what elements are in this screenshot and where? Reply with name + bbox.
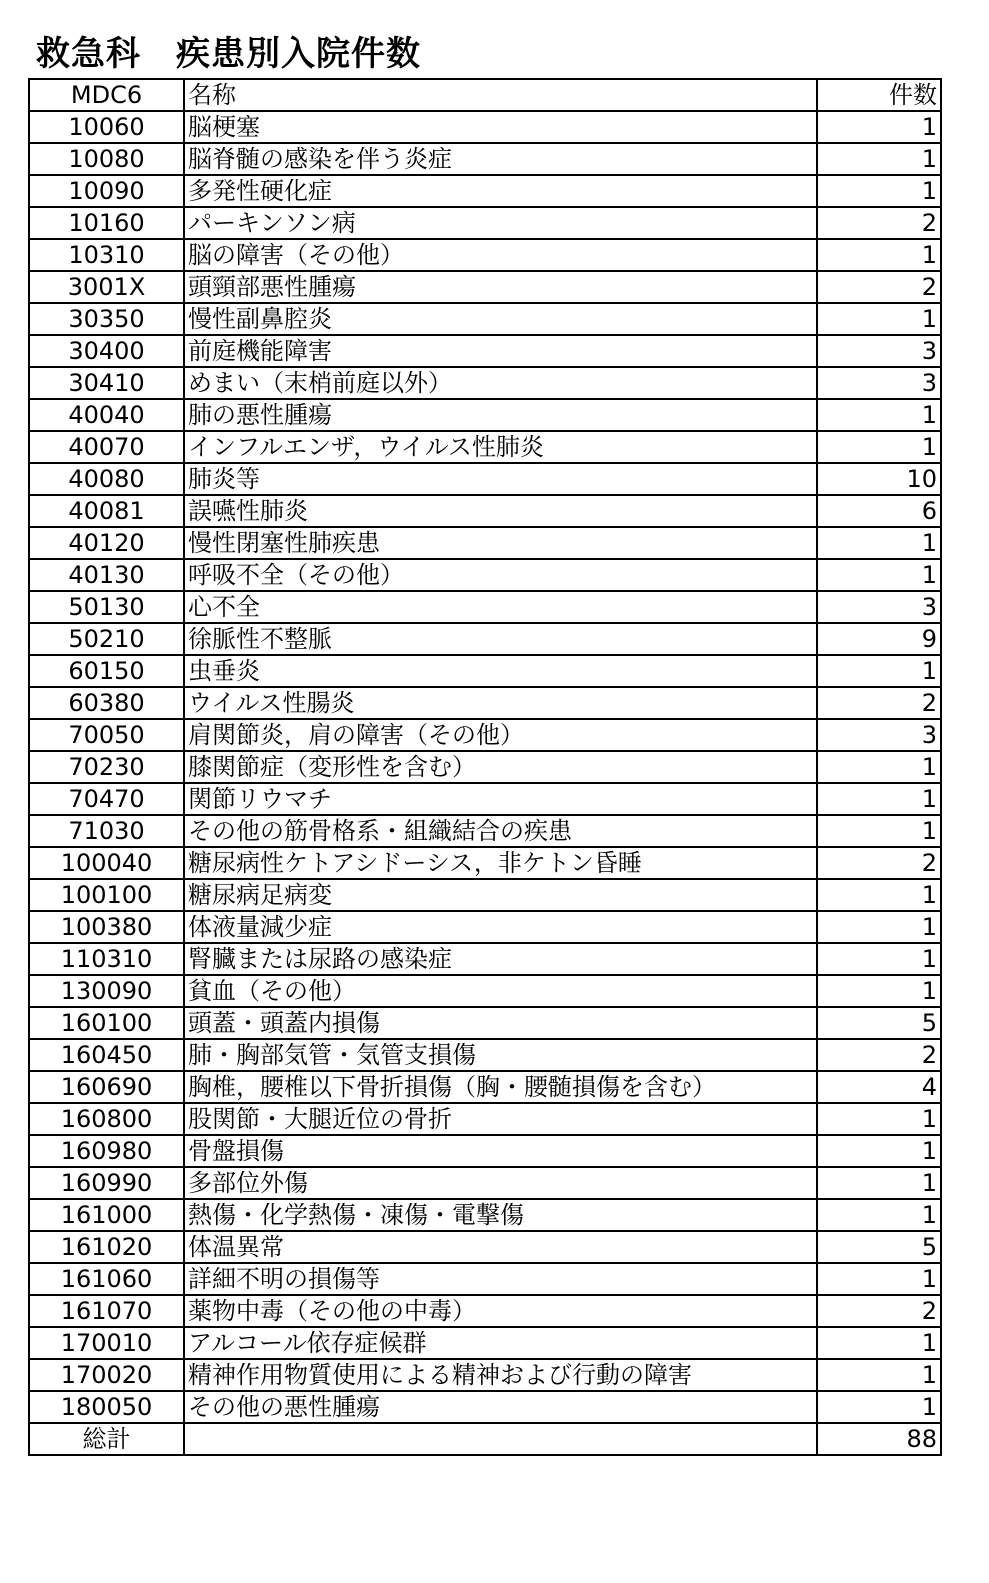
table-row bbox=[29, 463, 941, 495]
disease-name-cell: 誤嚥性肺炎 bbox=[184, 495, 817, 527]
mdc-code-cell: 10080 bbox=[29, 143, 184, 175]
count-cell: 6 bbox=[817, 495, 941, 527]
table-row bbox=[29, 1039, 941, 1071]
count-cell: 1 bbox=[817, 1327, 941, 1359]
admissions-table bbox=[28, 78, 942, 1456]
count-cell: 3 bbox=[817, 367, 941, 399]
table-row bbox=[29, 1007, 941, 1039]
disease-name-cell: 薬物中毒（その他の中毒） bbox=[184, 1295, 817, 1327]
disease-name-cell: 心不全 bbox=[184, 591, 817, 623]
disease-name-cell: 肺・胸部気管・気管支損傷 bbox=[184, 1039, 817, 1071]
disease-name-cell: めまい（末梢前庭以外） bbox=[184, 367, 817, 399]
table-row bbox=[29, 207, 941, 239]
disease-name-cell: 精神作用物質使用による精神および行動の障害 bbox=[184, 1359, 817, 1391]
mdc-code-cell: 40080 bbox=[29, 463, 184, 495]
mdc-code-cell: 161060 bbox=[29, 1263, 184, 1295]
table-row bbox=[29, 783, 941, 815]
mdc-code-cell: 60380 bbox=[29, 687, 184, 719]
count-cell: 1 bbox=[817, 111, 941, 143]
count-cell: 1 bbox=[817, 815, 941, 847]
count-cell: 1 bbox=[817, 879, 941, 911]
mdc-code-cell: 100380 bbox=[29, 911, 184, 943]
mdc-code-cell: 40081 bbox=[29, 495, 184, 527]
count-cell: 2 bbox=[817, 847, 941, 879]
count-cell: 1 bbox=[817, 527, 941, 559]
table-row bbox=[29, 175, 941, 207]
count-cell: 5 bbox=[817, 1007, 941, 1039]
count-cell: 4 bbox=[817, 1071, 941, 1103]
disease-name-cell: 慢性閉塞性肺疾患 bbox=[184, 527, 817, 559]
mdc-code-cell: 170020 bbox=[29, 1359, 184, 1391]
mdc-code-cell: 10060 bbox=[29, 111, 184, 143]
count-cell: 1 bbox=[817, 559, 941, 591]
table-row bbox=[29, 1199, 941, 1231]
table-row bbox=[29, 879, 941, 911]
mdc-code-cell: 110310 bbox=[29, 943, 184, 975]
count-cell: 1 bbox=[817, 143, 941, 175]
table-row bbox=[29, 559, 941, 591]
mdc-code-cell: 30410 bbox=[29, 367, 184, 399]
table-row bbox=[29, 591, 941, 623]
mdc-code-cell: 70470 bbox=[29, 783, 184, 815]
disease-name-cell: 脳脊髄の感染を伴う炎症 bbox=[184, 143, 817, 175]
table-row bbox=[29, 623, 941, 655]
table-row bbox=[29, 303, 941, 335]
header-code: MDC6 bbox=[29, 79, 184, 111]
count-cell: 2 bbox=[817, 687, 941, 719]
total-name-cell bbox=[184, 1423, 817, 1455]
disease-name-cell: 脳の障害（その他） bbox=[184, 239, 817, 271]
count-cell: 1 bbox=[817, 431, 941, 463]
mdc-code-cell: 70050 bbox=[29, 719, 184, 751]
count-cell: 3 bbox=[817, 591, 941, 623]
mdc-code-cell: 100100 bbox=[29, 879, 184, 911]
disease-name-cell: 前庭機能障害 bbox=[184, 335, 817, 367]
table-row bbox=[29, 335, 941, 367]
count-cell: 1 bbox=[817, 303, 941, 335]
table-row bbox=[29, 1103, 941, 1135]
table-row bbox=[29, 815, 941, 847]
mdc-code-cell: 50130 bbox=[29, 591, 184, 623]
table-row bbox=[29, 239, 941, 271]
table-row bbox=[29, 751, 941, 783]
disease-name-cell: パーキンソン病 bbox=[184, 207, 817, 239]
count-cell: 1 bbox=[817, 911, 941, 943]
count-cell: 1 bbox=[817, 1359, 941, 1391]
disease-name-cell: 股関節・大腿近位の骨折 bbox=[184, 1103, 817, 1135]
count-cell: 1 bbox=[817, 1103, 941, 1135]
count-cell: 1 bbox=[817, 399, 941, 431]
table-row bbox=[29, 431, 941, 463]
disease-name-cell: ウイルス性腸炎 bbox=[184, 687, 817, 719]
disease-name-cell: アルコール依存症候群 bbox=[184, 1327, 817, 1359]
disease-name-cell: その他の悪性腫瘍 bbox=[184, 1391, 817, 1423]
count-cell: 1 bbox=[817, 655, 941, 687]
count-cell: 2 bbox=[817, 1039, 941, 1071]
count-cell: 1 bbox=[817, 1167, 941, 1199]
count-cell: 9 bbox=[817, 623, 941, 655]
mdc-code-cell: 10310 bbox=[29, 239, 184, 271]
count-cell: 1 bbox=[817, 175, 941, 207]
table-row bbox=[29, 719, 941, 751]
page-title: 救急科 疾患別入院件数 bbox=[36, 34, 421, 74]
table-row bbox=[29, 1167, 941, 1199]
mdc-code-cell: 161000 bbox=[29, 1199, 184, 1231]
table-row bbox=[29, 1391, 941, 1423]
disease-name-cell: 慢性副鼻腔炎 bbox=[184, 303, 817, 335]
mdc-code-cell: 60150 bbox=[29, 655, 184, 687]
table-row bbox=[29, 143, 941, 175]
table-row bbox=[29, 1263, 941, 1295]
disease-name-cell: 肺炎等 bbox=[184, 463, 817, 495]
disease-name-cell: 虫垂炎 bbox=[184, 655, 817, 687]
disease-name-cell: 胸椎，腰椎以下骨折損傷（胸・腰髄損傷を含む） bbox=[184, 1071, 817, 1103]
count-cell: 5 bbox=[817, 1231, 941, 1263]
mdc-code-cell: 40070 bbox=[29, 431, 184, 463]
mdc-code-cell: 10160 bbox=[29, 207, 184, 239]
total-row bbox=[29, 1423, 941, 1455]
count-cell: 1 bbox=[817, 1391, 941, 1423]
mdc-code-cell: 50210 bbox=[29, 623, 184, 655]
disease-name-cell: 呼吸不全（その他） bbox=[184, 559, 817, 591]
table-row bbox=[29, 111, 941, 143]
count-cell: 1 bbox=[817, 751, 941, 783]
table-row bbox=[29, 943, 941, 975]
table-row bbox=[29, 911, 941, 943]
mdc-code-cell: 71030 bbox=[29, 815, 184, 847]
header-row bbox=[29, 79, 941, 111]
count-cell: 1 bbox=[817, 975, 941, 1007]
disease-name-cell: 脳梗塞 bbox=[184, 111, 817, 143]
disease-name-cell: 多発性硬化症 bbox=[184, 175, 817, 207]
table-row bbox=[29, 687, 941, 719]
disease-name-cell: 頭蓋・頭蓋内損傷 bbox=[184, 1007, 817, 1039]
table-row bbox=[29, 1071, 941, 1103]
count-cell: 3 bbox=[817, 719, 941, 751]
mdc-code-cell: 70230 bbox=[29, 751, 184, 783]
table-body bbox=[29, 79, 941, 1455]
count-cell: 2 bbox=[817, 1295, 941, 1327]
mdc-code-cell: 160100 bbox=[29, 1007, 184, 1039]
count-cell: 3 bbox=[817, 335, 941, 367]
disease-name-cell: 肩関節炎，肩の障害（その他） bbox=[184, 719, 817, 751]
mdc-code-cell: 30400 bbox=[29, 335, 184, 367]
mdc-code-cell: 160990 bbox=[29, 1167, 184, 1199]
disease-name-cell: 貧血（その他） bbox=[184, 975, 817, 1007]
mdc-code-cell: 40130 bbox=[29, 559, 184, 591]
mdc-code-cell: 10090 bbox=[29, 175, 184, 207]
table-row bbox=[29, 1135, 941, 1167]
disease-name-cell: 関節リウマチ bbox=[184, 783, 817, 815]
disease-name-cell: 糖尿病性ケトアシドーシス，非ケトン昏睡 bbox=[184, 847, 817, 879]
table-row bbox=[29, 367, 941, 399]
table-row bbox=[29, 1231, 941, 1263]
mdc-code-cell: 160800 bbox=[29, 1103, 184, 1135]
table-row bbox=[29, 399, 941, 431]
disease-name-cell: 肺の悪性腫瘍 bbox=[184, 399, 817, 431]
table-row bbox=[29, 495, 941, 527]
count-cell: 10 bbox=[817, 463, 941, 495]
disease-name-cell: 体温異常 bbox=[184, 1231, 817, 1263]
mdc-code-cell: 180050 bbox=[29, 1391, 184, 1423]
mdc-code-cell: 40120 bbox=[29, 527, 184, 559]
count-cell: 2 bbox=[817, 271, 941, 303]
disease-name-cell: 体液量減少症 bbox=[184, 911, 817, 943]
table-row bbox=[29, 1327, 941, 1359]
count-cell: 1 bbox=[817, 783, 941, 815]
count-cell: 1 bbox=[817, 943, 941, 975]
mdc-code-cell: 160980 bbox=[29, 1135, 184, 1167]
mdc-code-cell: 160450 bbox=[29, 1039, 184, 1071]
table-row bbox=[29, 1295, 941, 1327]
disease-name-cell: 頭頸部悪性腫瘍 bbox=[184, 271, 817, 303]
header-name: 名称 bbox=[184, 79, 817, 111]
mdc-code-cell: 100040 bbox=[29, 847, 184, 879]
total-count: 88 bbox=[817, 1423, 941, 1455]
table-row bbox=[29, 1359, 941, 1391]
table-row bbox=[29, 271, 941, 303]
count-cell: 1 bbox=[817, 1263, 941, 1295]
mdc-code-cell: 170010 bbox=[29, 1327, 184, 1359]
table-row bbox=[29, 975, 941, 1007]
disease-name-cell: 膝関節症（変形性を含む） bbox=[184, 751, 817, 783]
header-count: 件数 bbox=[817, 79, 941, 111]
mdc-code-cell: 160690 bbox=[29, 1071, 184, 1103]
disease-name-cell: 熱傷・化学熱傷・凍傷・電撃傷 bbox=[184, 1199, 817, 1231]
total-label: 総計 bbox=[29, 1423, 184, 1455]
count-cell: 1 bbox=[817, 1135, 941, 1167]
mdc-code-cell: 161020 bbox=[29, 1231, 184, 1263]
count-cell: 1 bbox=[817, 239, 941, 271]
mdc-code-cell: 130090 bbox=[29, 975, 184, 1007]
count-cell: 2 bbox=[817, 207, 941, 239]
mdc-code-cell: 161070 bbox=[29, 1295, 184, 1327]
disease-name-cell: 腎臓または尿路の感染症 bbox=[184, 943, 817, 975]
table-row bbox=[29, 847, 941, 879]
disease-name-cell: 詳細不明の損傷等 bbox=[184, 1263, 817, 1295]
table-row bbox=[29, 655, 941, 687]
disease-name-cell: 骨盤損傷 bbox=[184, 1135, 817, 1167]
table-row bbox=[29, 527, 941, 559]
count-cell: 1 bbox=[817, 1199, 941, 1231]
mdc-code-cell: 30350 bbox=[29, 303, 184, 335]
disease-name-cell: 多部位外傷 bbox=[184, 1167, 817, 1199]
mdc-code-cell: 3001X bbox=[29, 271, 184, 303]
disease-name-cell: インフルエンザ，ウイルス性肺炎 bbox=[184, 431, 817, 463]
disease-name-cell: その他の筋骨格系・組織結合の疾患 bbox=[184, 815, 817, 847]
mdc-code-cell: 40040 bbox=[29, 399, 184, 431]
disease-name-cell: 徐脈性不整脈 bbox=[184, 623, 817, 655]
disease-name-cell: 糖尿病足病変 bbox=[184, 879, 817, 911]
